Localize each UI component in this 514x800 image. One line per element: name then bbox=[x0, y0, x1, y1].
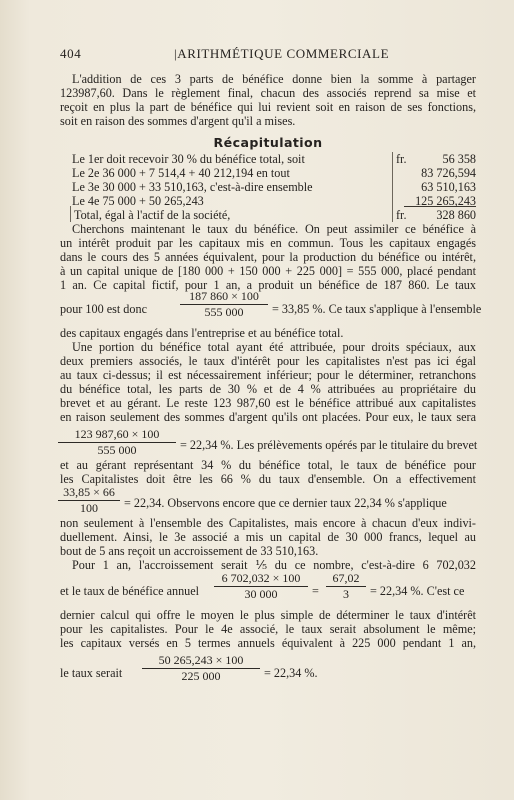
equals-sign: = bbox=[312, 584, 319, 598]
text-line: dernier calcul qui offre le moyen le plus simple de déterminer le taux d'intérêt bbox=[60, 608, 476, 622]
recap-total-label: Total, égal à l'actif de la société, bbox=[74, 208, 231, 222]
fraction-denominator: 3 bbox=[343, 587, 349, 601]
text-line: un intérêt produit par les capitaux mis en commun. Tous les capitaux engagés bbox=[60, 236, 476, 250]
fraction-numerator: 123 987,60 × 100 bbox=[58, 428, 176, 443]
recap-row-label: Le 3e 30 000 + 33 510,163, c'est-à-dire ensemble bbox=[72, 180, 313, 194]
recap-row-label: Le 4e 75 000 + 50 265,243 bbox=[72, 194, 204, 208]
text-line: reçoit en plus la part de bénéfice qui lui revient soit en raison de ses fonctions, bbox=[60, 100, 476, 114]
text-line: au taux ci-dessus; il est nécessairement inférieur; pour le déterminer, retranchons bbox=[60, 368, 476, 382]
section-title: Récapitulation bbox=[213, 135, 323, 150]
fraction-denominator: 555 000 bbox=[204, 305, 244, 319]
text-line: Une portion du bénéfice total ayant été attribuée, pour droits spéciaux, aux bbox=[72, 340, 476, 354]
formula-text: = 33,85 %. Ce taux s'applique à l'ensemble bbox=[272, 302, 482, 316]
text-line: des capitaux engagés dans l'entreprise et au bénéfice total. bbox=[60, 326, 344, 340]
fraction-numerator: 67,02 bbox=[326, 572, 366, 587]
text-line: bout de 5 ans reçoit un accroissement de 33 510,163. bbox=[60, 544, 319, 558]
column-rule bbox=[392, 152, 393, 222]
text-line: et au gérant représentant 34 % du bénéfice total, le taux de bénéfice pour bbox=[60, 458, 476, 472]
formula-text: = 22,34 %. bbox=[264, 666, 318, 680]
page-number: 404 bbox=[60, 46, 82, 61]
fraction bbox=[58, 428, 176, 457]
fraction-denominator: 30 000 bbox=[244, 587, 278, 601]
fraction-denominator: 555 000 bbox=[97, 443, 137, 457]
sum-rule bbox=[404, 206, 476, 207]
text-line: 1 an. Ce capital fictif, pour 1 an, a produit un bénéfice de 187 860. Le taux bbox=[60, 278, 476, 292]
fraction-numerator: 6 702,032 × 100 bbox=[214, 572, 308, 587]
formula-text: pour 100 est donc bbox=[60, 302, 147, 316]
text-line: brevet et au gérant. Le reste 123 987,60 est le bénéfice attribué aux capitalistes bbox=[60, 396, 476, 410]
total-bracket bbox=[70, 206, 71, 222]
text-line: Cherchons maintenant le taux du bénéfice. On peut assimiler ce bénéfice à bbox=[72, 222, 476, 236]
text-line: en raison seulement des sommes d'argent qu'ils ont placées. Pour eux, le taux sera bbox=[60, 410, 476, 424]
text-line: dans le cours des 5 années équivalent, pour la production du bénéfice ou intérêt, bbox=[60, 250, 476, 264]
formula-text: = 22,34 %. C'est ce bbox=[370, 584, 465, 598]
recap-amount: 125 265,243 bbox=[415, 194, 476, 208]
text-line: à un capital unique de [180 000 + 150 000 + 225 000] = 555 000, placé pendant bbox=[60, 264, 476, 278]
fraction-denominator: 100 bbox=[80, 501, 98, 515]
recap-currency: fr. bbox=[396, 208, 407, 222]
formula-text: le taux serait bbox=[60, 666, 123, 680]
fraction-numerator: 33,85 × 66 bbox=[58, 486, 120, 501]
formula-text: et le taux de bénéfice annuel bbox=[60, 584, 200, 598]
fraction-numerator: 187 860 × 100 bbox=[180, 290, 268, 305]
text-line: les Capitalistes doit être les 66 % du taux d'ensemble. On a effectivement bbox=[60, 472, 476, 486]
recap-amount: 63 510,163 bbox=[421, 180, 476, 194]
fraction-denominator: 225 000 bbox=[181, 669, 221, 683]
text-line: non seulement à l'ensemble des Capitalistes, mais encore à chacun d'eux indivi- bbox=[60, 516, 476, 530]
text-line: Pour 1 an, l'accroissement serait ⅕ du ce nombre, c'est-à-dire 6 702,032 bbox=[72, 558, 476, 572]
text-line: soit en raison des sommes d'argent qu'il a mises. bbox=[60, 114, 296, 128]
fraction bbox=[326, 572, 366, 601]
formula-text: = 22,34 %. Les prélèvements opérés par le titulaire du brevet bbox=[180, 438, 478, 452]
text-line: du bénéfice total, les parts de 30 % et de 4 % attribuées au propriétaire du bbox=[60, 382, 476, 396]
running-title: |ARITHMÉTIQUE COMMERCIALE bbox=[174, 46, 390, 61]
fraction bbox=[142, 654, 260, 683]
running-header bbox=[60, 46, 454, 62]
fraction bbox=[180, 290, 268, 319]
recap-total-amount: 328 860 bbox=[436, 208, 476, 222]
recap-row-label: Le 2e 36 000 + 7 514,4 + 40 212,194 en tout bbox=[72, 166, 290, 180]
recap-amount: 56 358 bbox=[442, 152, 476, 166]
fraction bbox=[58, 486, 120, 515]
text-line: 123987,60. Dans le règlement final, chacun des associés reprend sa mise et bbox=[60, 86, 476, 100]
text-line: duellement. Ainsi, le 3e associé a mis un capital de 30 000 francs, lequel au bbox=[60, 530, 476, 544]
fraction-numerator: 50 265,243 × 100 bbox=[142, 654, 260, 669]
text-line: deux premiers associés, le taux d'intérêt pour les capitalistes n'est pas ici égal bbox=[60, 354, 476, 368]
text-line: L'addition de ces 3 parts de bénéfice donne bien la somme à partager bbox=[72, 72, 476, 86]
formula-text: = 22,34. Observons encore que ce dernier taux 22,34 % s'applique bbox=[124, 496, 447, 510]
text-line: les capitaux versés en 5 termes annuels équivalent à 225 000 pendant 1 an, bbox=[60, 636, 476, 650]
recap-currency: fr. bbox=[396, 152, 407, 166]
recap-row-label: Le 1er doit recevoir 30 % du bénéfice total, soit bbox=[72, 152, 305, 166]
fraction bbox=[214, 572, 308, 601]
text-line: pour les capitalistes. Pour le 4e associé, le taux serait absolument le même; bbox=[60, 622, 476, 636]
recap-amount: 83 726,594 bbox=[421, 166, 476, 180]
